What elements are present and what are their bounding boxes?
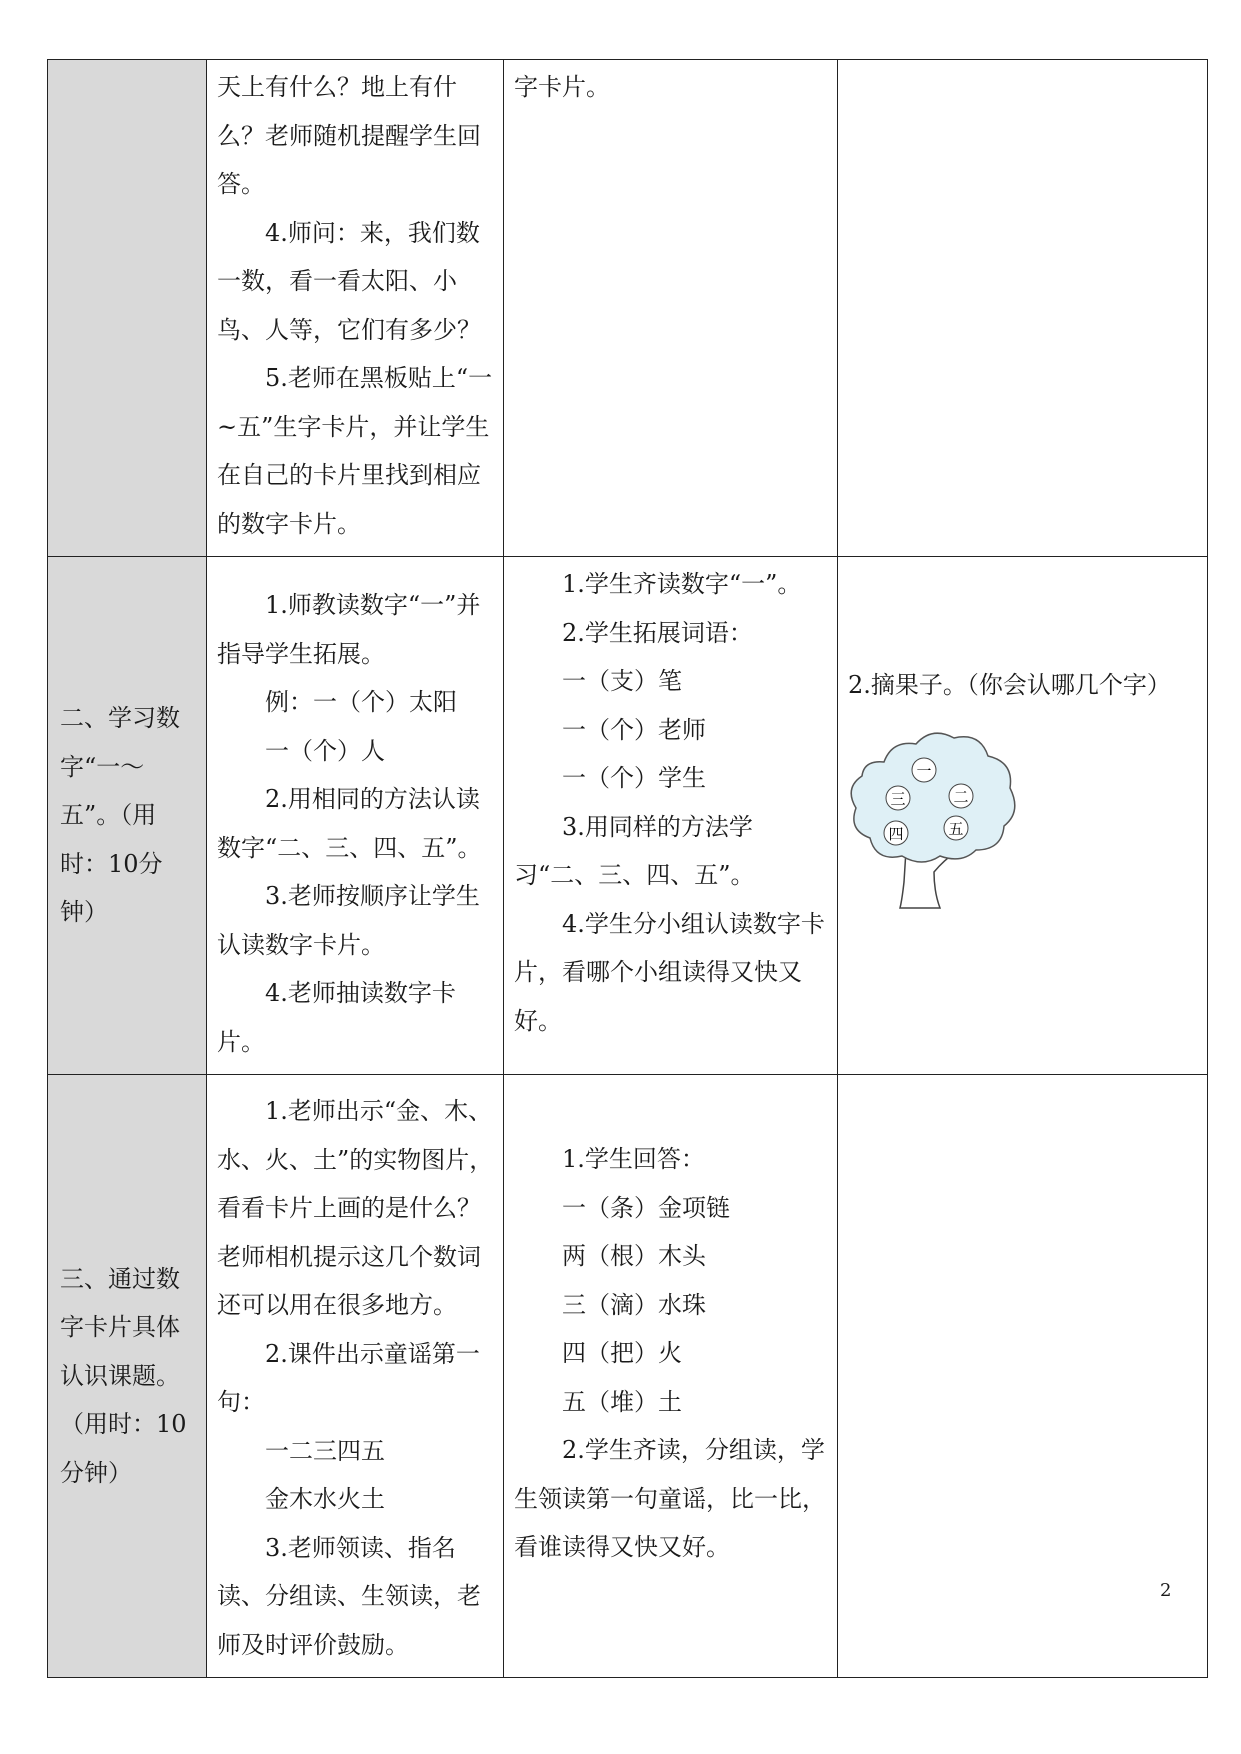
student-step: 1.学生齐读数字“一”。 [562, 570, 802, 598]
notes-cell [838, 60, 1208, 557]
fruit-label: 一 [916, 761, 932, 780]
student-step: 三（滴）水珠 [562, 1290, 706, 1319]
stage-label: 三、通过数字卡片具体认识课题。（用时：10分钟） [60, 1264, 187, 1487]
student-step: 四（把）火 [562, 1339, 682, 1367]
activity-caption: 2.摘果子。（你会认哪几个字） [848, 671, 1171, 699]
page-number: 2 [1160, 1580, 1172, 1601]
fruit-label: 二 [953, 787, 969, 806]
student-activity-cell [504, 1075, 838, 1678]
teacher-step: 4.老师抽读数字卡片。 [217, 979, 456, 1056]
student-step: 一（条）金项链 [562, 1193, 730, 1222]
student-step: 一（个）老师 [562, 715, 706, 744]
lesson-plan-table [47, 59, 1208, 1678]
teacher-activity-cell [207, 1075, 504, 1678]
student-step: 3.用同样的方法学习“二、三、四、五”。 [514, 812, 755, 889]
fruit [912, 758, 936, 782]
fruit [884, 821, 908, 845]
teacher-step: 2.课件出示童谣第一句： [217, 1339, 480, 1416]
table-row [48, 60, 1208, 557]
teacher-step: 一二三四五 [265, 1436, 385, 1465]
notes-cell [838, 557, 1208, 1075]
table-row [48, 1075, 1208, 1678]
fruit-label: 四 [888, 824, 904, 843]
stage-cell [48, 60, 207, 557]
student-step: 4.学生分小组认读数字卡片，看哪个小组读得又快又好。 [514, 909, 825, 1035]
notes-cell [838, 1075, 1208, 1678]
teacher-step: 2.用相同的方法认读数字“二、三、四、五”。 [217, 785, 482, 862]
fruit [944, 816, 968, 840]
teacher-activity-cell [207, 557, 504, 1075]
student-step: 两（根）木头 [562, 1242, 706, 1270]
teacher-step: 5.老师在黑板贴上“一~五”生字卡片，并让学生在自己的卡片里找到相应的数字卡片。 [217, 364, 493, 538]
stage-cell [48, 557, 207, 1075]
teacher-step: 一（个）人 [265, 736, 385, 765]
teacher-step: 1.师教读数字“一”并指导学生拓展。 [217, 591, 481, 668]
student-step: 五（堆）土 [562, 1387, 682, 1416]
fruit [886, 786, 910, 810]
student-step: 2.学生齐读，分组读，学生领读第一句童谣，比一比，看谁读得又快又好。 [514, 1436, 826, 1561]
student-activity-cell [504, 60, 838, 557]
fruit-label: 五 [948, 819, 964, 838]
stage-label: 二、学习数字“一～五”。（用时：10分钟） [60, 704, 180, 927]
student-step: 1.学生回答： [562, 1145, 705, 1173]
fruit-label: 三 [890, 789, 906, 808]
teacher-step: 3.老师按顺序让学生认读数字卡片。 [217, 882, 480, 959]
teacher-step: 天上有什么？地上有什么？老师随机提醒学生回答。 [217, 73, 481, 198]
student-activity-cell [504, 557, 838, 1075]
teacher-step: 金木水火土 [265, 1485, 385, 1513]
teacher-step: 1.老师出示“金、木、水、火、土”的实物图片，看看卡片上画的是什么？老师相机提示这几个数词还可以用在很多地方。 [217, 1097, 494, 1319]
table-row [48, 557, 1208, 1075]
teacher-step: 4.师问：来，我们数一数，看一看太阳、小鸟、人等，它们有多少？ [217, 218, 481, 344]
teacher-step: 例：一（个）太阳 [265, 688, 457, 716]
fruit [949, 784, 973, 808]
student-step: 一（支）笔 [562, 667, 682, 695]
student-step: 字卡片。 [514, 73, 610, 101]
teacher-step: 3.老师领读、指名读、分组读、生领读，老师及时评价鼓励。 [217, 1533, 481, 1659]
stage-cell [48, 1075, 207, 1678]
teacher-activity-cell [207, 60, 504, 557]
tree-foliage [851, 733, 1015, 862]
student-step: 一（个）学生 [562, 764, 706, 792]
fruit-tree-illustration [844, 722, 1024, 917]
student-step: 2.学生拓展词语： [562, 618, 753, 647]
